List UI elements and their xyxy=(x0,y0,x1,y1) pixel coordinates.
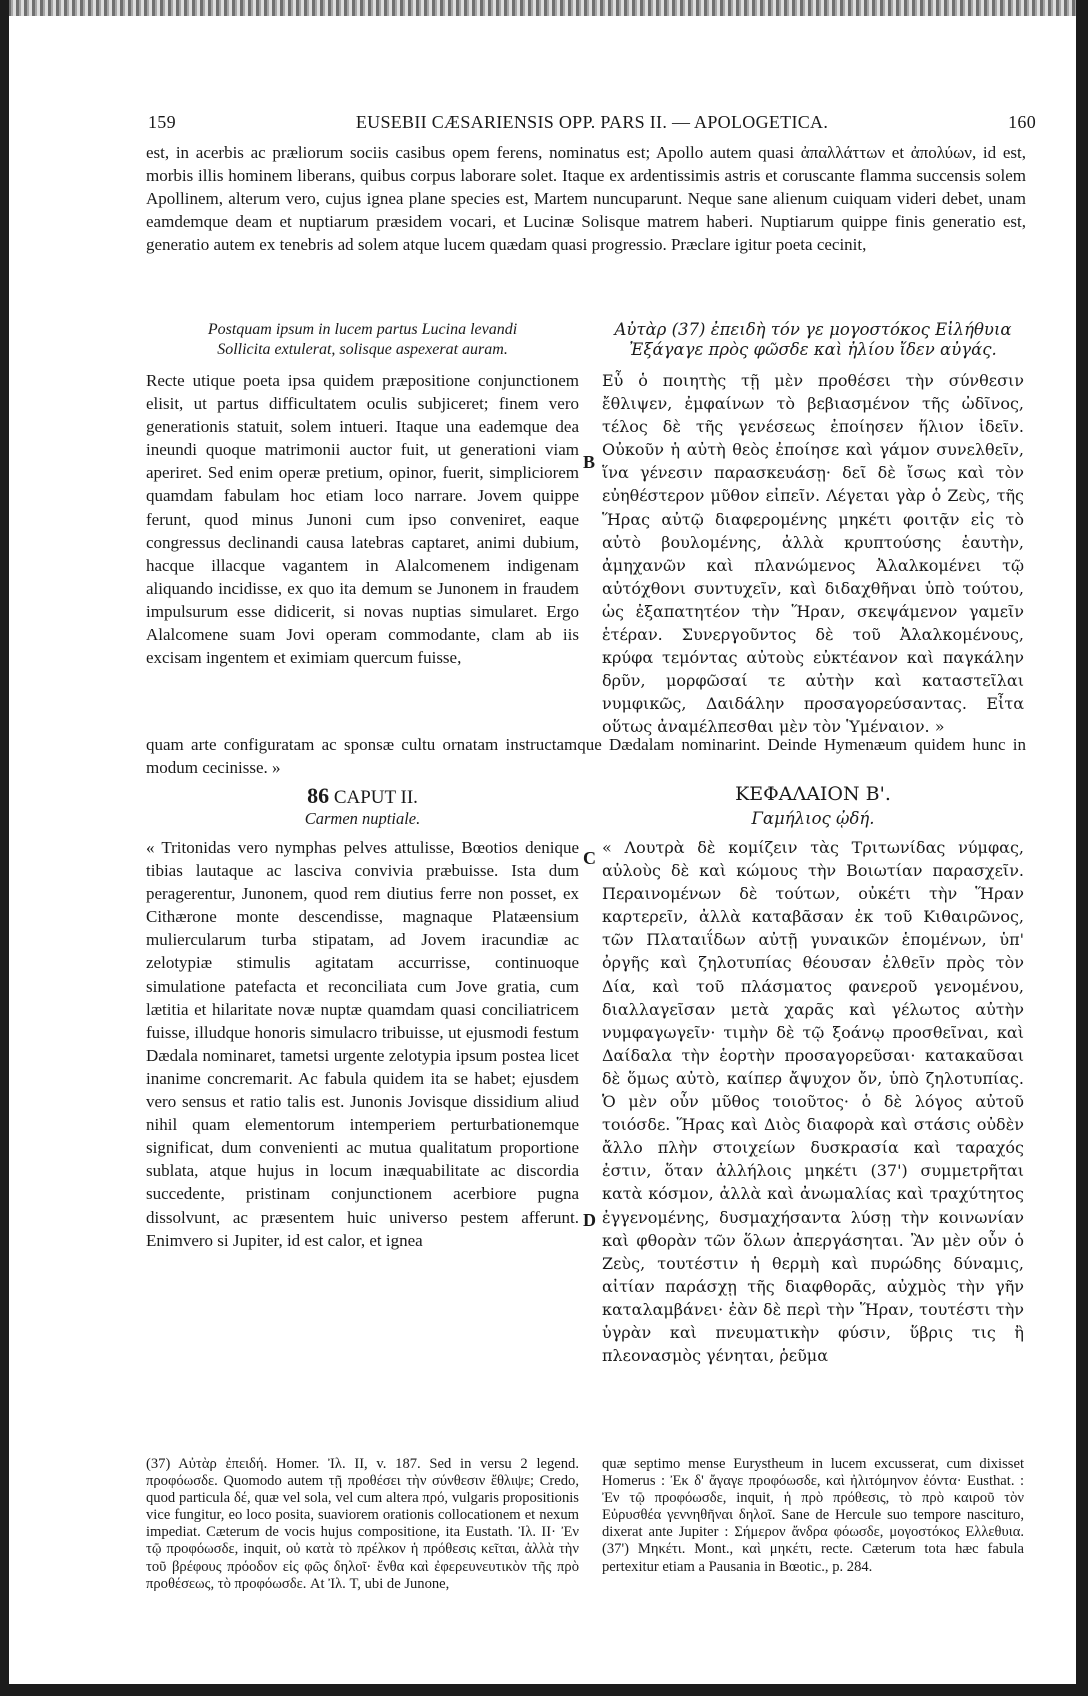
scan-border-bottom xyxy=(0,1684,1088,1696)
margin-letter-c: C xyxy=(583,848,596,868)
verse-latin-line: Postquam ipsum in lucem partus Lucina levandi xyxy=(207,321,518,338)
kephalaion-subtitle: Γαμήλιος ᾠδή. xyxy=(751,809,875,828)
verse-greek-line: Αὐτὰρ (37) ἐπειδὴ τόν γε μογοστόκος Εἰλήθυια xyxy=(614,320,1012,339)
running-title: EUSEBII CÆSARIENSIS OPP. PARS II. — APOLOGETICA. xyxy=(355,112,829,132)
scan-border-top xyxy=(0,0,1088,16)
kephalaion-heading: ΚΕΦΑΛΑΙΟΝ Β'. xyxy=(735,783,891,805)
page-number-right: 160 xyxy=(1008,112,1036,132)
margin-letter-d: D xyxy=(583,1210,596,1230)
latin-paragraph-1: Recte utique poeta ipsa quidem præpositione conjunctionem elisit, ut partus difficultatem oculis subjiceret; finem vero generationis statuit, solem intueri. Itaque una eademque dea ineundi quoque matrimonii auctor fuit, ut generationi viam aperiret. Sed enim operæ pretium, opinor, fuerit, simpliciorem quamdam fabulam hoc etiam loco narrare. Jovem quippe ferunt, quod minus Junoni cum ipso conveniret, eaque congressus declinandi causa latebras captaret, animi dubium, hacque illacque vagantem in Alalcomenem indigenam aliquando incidisse, ex quo ita demum se Junonem in fraudem impulsurum esse didicerit, si novas nuptias simularet. Ergo Alalcomene suam Jovi operam commodante, clam ab iis excisam ingentem et eximiam quercum fuisse, xyxy=(146,371,579,668)
greek-paragraph-2: « Λουτρὰ δὲ κομίζειν τὰς Τριτωνίδας νύμφας, αὐλοὺς δὲ καὶ κώμους τὴν Βοιωτίαν παρασχεῖν. Περαινομένων δὲ τούτων, οὐκέτι τὴν Ἥραν καρτερεῖν, ἀλλὰ καταβᾶσαν ἐκ τοῦ Κιθαιρῶνος, τῶν Πλαταιΐδων αὐτῇ γυναικῶν ἑπομένων, ὑπ' ὀργῆς καὶ ζηλοτυπίας θέουσαν ἐλθεῖν πρὸς τὸν Δία, καὶ τοῦ πλάσματος φανεροῦ γενομένου, διαλλαγεῖσαν μετὰ χαρᾶς καὶ γέλωτος αὐτὴν νυμφαγωγεῖν· τιμὴν δὲ τῷ ξοάνῳ προσθεῖναι, καὶ Δαίδαλα τὴν ἑορτὴν προσαγορεῦσαι· κατακαῦσαι δὲ ὅμως αὐτὸ, καίπερ ἄψυχον ὄν, ὑπὸ ζηλοτυπίας. Ὁ μὲν οὖν μῦθος τοιοῦτος· ὁ δὲ λόγος αὐτοῦ τοιόσδε. Ἥρας καὶ Διὸς διαφορὰ καὶ στάσις οὐδὲν ἄλλο πλὴν στοιχείων δυσκρασία καὶ ταραχός ἐστιν, ὅταν ἀλλήλοις μηκέτι (37') συμμετρῆται κατὰ κόσμον, ἀλλὰ καὶ ἀνωμαλίας καὶ τραχύτητος ἐγγενομένης, δυσμαχήσαντα λύσῃ τὴν κοινωνίαν καὶ φθορὰν τῶν ὅλων ἀπεργάσηται. Ἂν μὲν οὖν ὁ Ζεὺς, τουτέστιν ἡ θερμὴ καὶ πυρώδης δύναμις, αἰτίαν παράσχῃ τῆς διαφθορᾶς, αὐχμὸς τὴν γῆν καταλαμβάνει· ἐὰν δὲ περὶ τὴν Ἥραν, τουτέστι τὴν ὑγρὰν καὶ πνευματικὴν φύσιν, ὕβρις τις ἢ πλεονασμὸς γένηται, ῥεῦμα xyxy=(602,838,1024,1366)
verse-greek-line: Ἐξάγαγε πρὸς φῶσδε καὶ ἠλίου ἴδεν αὐγάς. xyxy=(629,340,997,359)
page-number-left: 159 xyxy=(148,112,176,132)
running-head xyxy=(148,112,1036,138)
verse-greek xyxy=(602,320,1024,360)
scan-border-right xyxy=(1076,0,1088,1696)
scan-border-left xyxy=(0,0,9,1696)
bridge-paragraph: quam arte configuratam ac sponsæ cultu ornatam instructamque Dædalam nominarint. Deinde Hymenæum quidem hunc in modum cecinisse. » xyxy=(146,735,1026,778)
footnote-right: quæ septimo mense Eurystheum in lucem excusserat, cum dixisset Homerus : Ἐκ δ' ἄγαγε προφόωσδε, καὶ ἠλιτόμηνον ἐόντα· Eusthat. : Ἐν τῷ προφόωσδε, inquit, ἡ πρὸ πρόθεσις, τὸ πρὸ καιροῦ τὸν Εὐρυσθέα γεννηθῆναι δηλοῖ. Sane de Hercule suo tempore nascituro, dixerat ante Jupiter : Σήμερον ἄνδρα φόωσδε, μογοστόκος Ελλεθυια. (37') Μηκέτι. Mont., καὶ μηκέτι, recte. Cæterum tota hæc fabula pertexitur etiam a Pausania in Bœotic., p. 284. xyxy=(602,1456,1024,1575)
margin-letter-b: B xyxy=(583,452,596,472)
verse-latin-line: Sollicita extulerat, solisque aspexerat auram. xyxy=(217,340,508,358)
latin-paragraph-2: « Tritonidas vero nymphas pelves attulisse, Bœotios denique tibias lautaque ac lasciva convivia præbuisse. Ista dum peragerentur, Junonem, quod rem diutius ferre non posset, ex Cithærone monte descendisse, magnaque Platæensium muliercularum turba stipatam, ad Jovem iracundiæ ac zelotypiæ stimulis agitatam accurrisse, continuoque simulatione patefacta et reconciliata cum Jove gratia, cum lætitia et hilaritate novæ nuptæ quamdam quasi conciliatricem fuisse, illudque honoris simulacro tribuisse, ut ejusmodi festum Dædala nominaret, tametsi urgente zelotypia ipsum postea licet inanime concremarit. Ac fabula quidem ita se habet; ejusdem vero sensus et ratio talis est. Junonis Jovisque dissidium aliud nihil quam elementorum intemperiem perturbationemque significat, dum convenienti ac mutua qualitatum proportione sublata, atque hujus in locum inæquabilitate ac discordia succedente, pristinam conjunctionem acerbiore pugna dissolvunt, ac præsentem huic universo pestem afferunt. Enimvero si Jupiter, id est calor, et ignea xyxy=(146,838,579,1250)
caput-label: CAPUT II. xyxy=(333,787,418,808)
verse-latin xyxy=(146,320,579,359)
greek-paragraph-1: Εὖ ὁ ποιητὴς τῇ μὲν προθέσει τὴν σύνθεσιν ἔθλιψεν, ἐμφαίνων τὸ βεβιασμένον τῆς ὠδῖνος, τέλος δὲ τῆς γενέσεως ἐποίησεν ἥλιον ἰδεῖν. Οὐκοῦν ἡ αὐτὴ θεὸς ἐποίησε καὶ γάμον συνελθεῖν, ἵνα γένεσιν παρασκευάσῃ· δεῖ δὲ ἴσως καὶ τὸν εὐηθέστερον μῦθον εἰπεῖν. Λέγεται γὰρ ὁ Ζεὺς, τῆς Ἥρας αὐτῷ διαφερομένης μηκέτι φοιτᾷν εἰς τὸ αὐτὸ βουλομένης, ἀλλὰ κρυπτούσης ἑαυτὴν, ἀμηχανῶν καὶ πλανώμενος Ἀλαλκομένει τῷ αὐτόχθονι συντυχεῖν, καὶ διδαχθῆναι ὑπὸ τούτου, ὡς ἐξαπατητέον τὴν Ἥραν, σκεψάμενον γαμεῖν ἑτέραν. Συνεργοῦντος δὲ τοῦ Ἀλαλκομένους, κρύφα τεμόντας αὐτοὺς εὐκτέανον καὶ παγκάλην δρῦν, μορφῶσαί τε αὐτὴν καὶ καταστεῖλαι νυμφικῶς, Δαιδάλην προσαγορεύσαντας. Εἶτα οὕτως ἀναμέλπεσθαι μὲν τὸν Ὑμέναιον. » xyxy=(602,371,1024,737)
top-paragraph: est, in acerbis ac præliorum sociis casibus opem ferens, nominatus est; Apollo autem quasi ἀπαλλάττων et ἀπολύων, id est, morbis illis hominem liberans, quibus corpus laborare solet. Itaque ex ardentissimis astris et coruscante flamma succensis solem Apollinem, alterum vero, cujus ignea plane species est, Martem nuncuparunt. Neque sane alienum cuiquam videri debet, unam eamdemque deam et nuptiarum præsidem vocari, et Lucinæ Solisque matrem haberi. Nuptiarum quippe finis generatio est, generatio autem ex tenebris ad solem atque lucem quædam quasi progressio. Præclare igitur poeta cecinit, xyxy=(146,143,1026,255)
caput-heading xyxy=(146,783,579,809)
caput-subtitle: Carmen nuptiale. xyxy=(304,809,421,828)
footnote-left: (37) Αὐτὰρ ἐπειδή. Homer. Ἰλ. II, v. 187. Sed in versu 2 legend. προφόωσδε. Quomodo autem τῇ προθέσει τὴν σύνθεσιν ἔθλιψε; Credo, quod particula δέ, quæ vel sola, vel cum altera πρό, vulgaris propositionis vice fungitur, eo loco posita, suaviorem orationis collocationem et nexum impediat. Cæterum de vocis hujus compositione, ita Eustath. Ἰλ. II· Ἐν τῷ προφόωσδε, inquit, οὐ κατὰ τὸ πρέλκον ἡ πρόθεσις κεῖται, ἀλλὰ τὴν τοῦ βρέφους πρόοδον εἰς φῶς δηλοῖ· ἔνθα καὶ ἐφερευνευτικὸν τῆς πρὸ προθέσεως, τὸ προφόωσδε. At Ἰλ. T, ubi de Junone, xyxy=(146,1456,579,1592)
caput-number: 86 xyxy=(307,783,330,808)
